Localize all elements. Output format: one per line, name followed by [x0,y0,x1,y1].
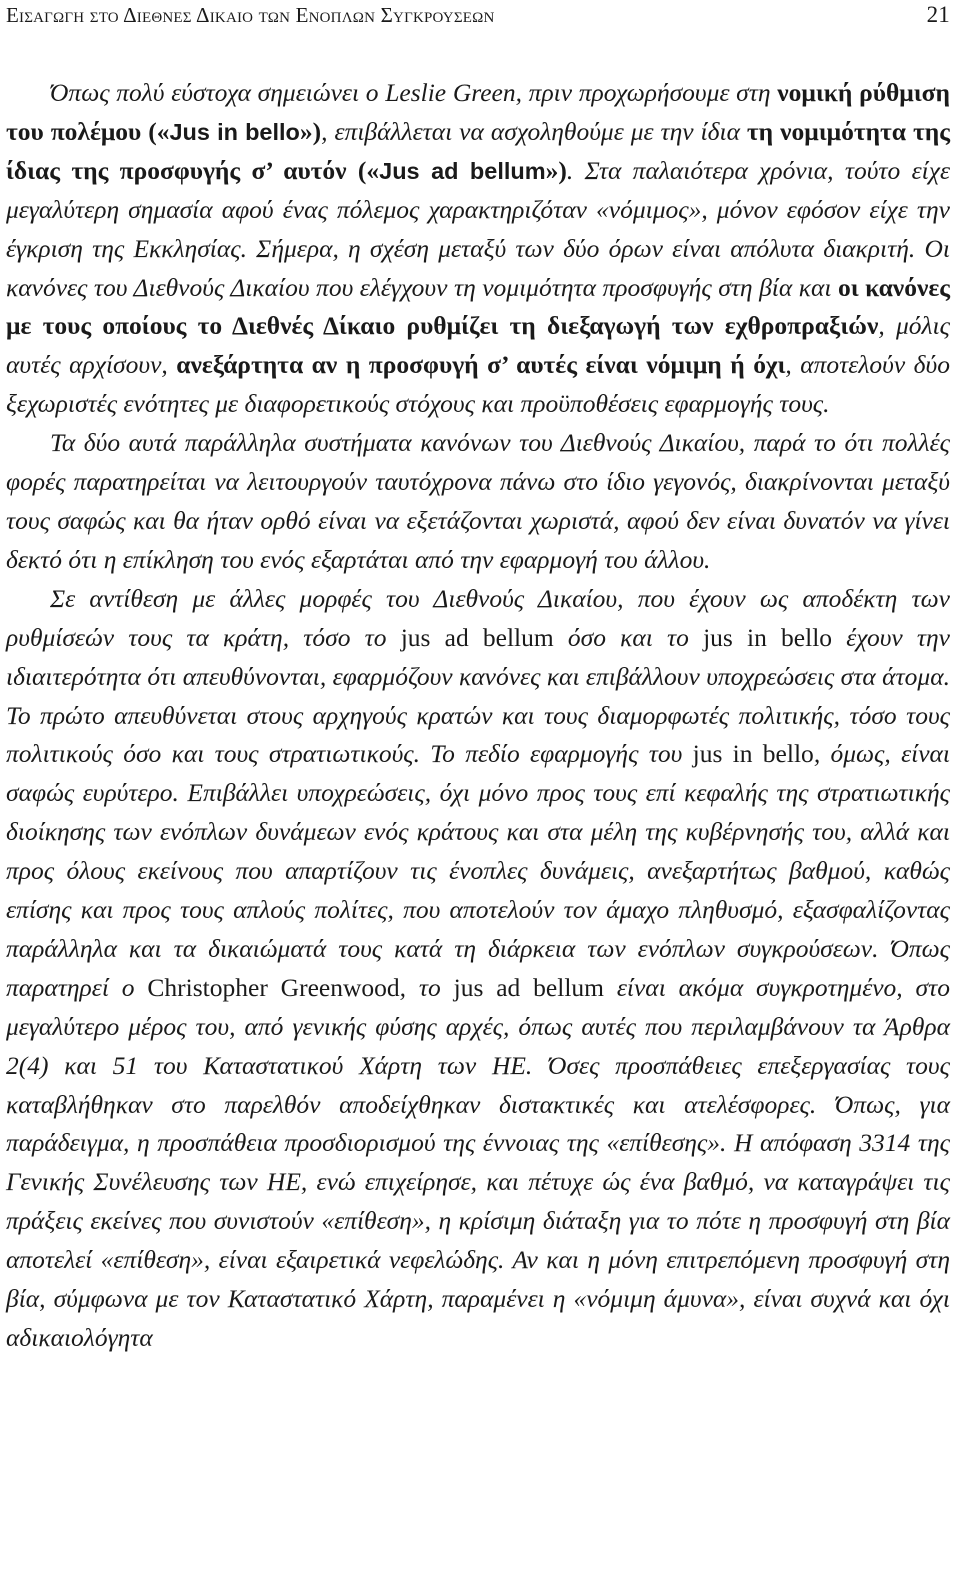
paragraph-1 [6,74,950,424]
paragraph-3 [6,580,950,1358]
text-run: Όπως πολύ εύστοχα σημειώνει ο Leslie Green, πριν προχωρήσουμε στη [50,78,778,107]
emphasis-run: τη νομιμότητα της ίδιας της προσφυγής σ’ αυτόν (« [6,116,950,185]
text-run: έχουν την ιδιαιτερότητα ότι απευθύνονται, εφαρμόζουν κανόνες και επιβάλλουν υποχρεώσεις στα άτομα. Το πρώτο απευθύνεται στους αρχηγούς κρατών και τους διαμορφωτές πολιτικής, τόσο τους πολιτικούς όσο και τους στρατιωτικούς. Το πεδίο εφαρμογής του [6,622,950,769]
text-run: όσο και το [553,622,704,652]
text-run: , μόλις αυτές αρχίσουν, [6,311,950,380]
page-number: 21 [926,2,950,27]
text-run: . Στα παλαιότερα χρόνια, τούτο είχε μεγαλύτερη σημασία αφού ένας πόλεμος χαρακτηριζόταν «νόμιμος», μόνον εφόσον είχε την έγκριση της Εκκλησίας. Σήμερα, η σχέση μεταξύ των δύο όρων είναι απόλυτα διακριτή. Οι κανόνες του Διεθνούς Δικαίου που ελέγχουν τη νομιμότητα προσφυγής στη βία και [6,155,950,302]
author-name: Christopher Greenwood [147,972,400,1002]
paragraph-2: Τα δύο αυτά παράλληλα συστήματα κανόνων του Διεθνούς Δικαίου, παρά το ότι πολλές φορές παρατηρείται να λειτουργούν ταυτόχρονα πάνω στο ίδιο γεγονός, διακρίνονται μεταξύ τους σαφώς και θα ήταν ορθό είναι να εξετάζονται χωριστά, αφού δεν είναι δυνατόν να γίνει δεκτό ότι η επίκληση του ενός εξαρτάται από την εφαρμογή του άλλου. [6,428,950,574]
emphasis-run: ») [299,116,322,146]
running-header [6,0,950,36]
text-run: , το [399,972,454,1002]
text-run: , επιβάλλεται να ασχοληθούμε με την ίδια [321,116,747,146]
body-text [6,74,950,1358]
emphasis-run: ανεξάρτητα αν η προσφυγή σ’ αυτές είναι νόμιμη ή όχι [176,350,786,380]
latin-term: Jus in bello [169,118,300,145]
latin-term: jus in bello [692,739,814,769]
latin-term: jus ad bellum [453,972,604,1002]
emphasis-run: νομική ρύθμιση του πολέμου (« [6,78,950,146]
latin-term: jus in bello [703,622,833,652]
latin-term: jus ad bellum [400,622,554,652]
emphasis-run: οι κανόνες με τους οποίους το Διεθνές Δίκαιο ρυθμίζει τη διεξαγωγή των εχθροπραξιών [6,272,950,341]
text-run: , αποτελούν δύο ξεχωριστές ενότητες με διαφορετικούς στόχους και προϋποθέσεις εφαρμογής τους. [6,350,950,419]
text-run: , όμως, είναι σαφώς ευρύτερο. Επιβάλλει υποχρεώσεις, όχι μόνο προς τους επί κεφαλής της στρατιωτικής διοίκησης των ενόπλων δυνάμεων ενός κράτους και στα μέλη της κυβέρνησής του, αλλά και προς όλους εκείνους που απαρτίζουν τις ένοπλες δυνάμεις, ανεξαρτήτως βαθμού, καθώς επίσης και προς τους απλούς πολίτες, που αποτελούν τον άμαχο πληθυσμό, εξασφαλίζοντας παράλληλα και τα δικαιώματά τους κατά τη διάρκεια των ενόπλων συγκρούσεων. Όπως παρατηρεί ο [6,739,950,1002]
emphasis-run: ») [545,155,567,185]
latin-term: Jus ad bellum [379,157,546,184]
running-title: Εισαγωγη στο Διεθνες Δικαιο των Ενοπλων Συγκρουσεων [6,3,495,27]
text-run: είναι ακόμα συγκροτημένο, στο μεγαλύτερο μέρος του, από γενικής φύσης αρχές, όπως αυτές που περιλαμβάνουν τα Άρθρα 2(4) και 51 του Καταστατικού Χάρτη των ΗΕ. Όσες προσπάθειες επεξεργασίας τους καταβλήθηκαν στο παρελθόν αποδείχθηκαν διστακτικές και ατελέσφορες. Όπως, για παράδειγμα, η προσπάθεια προσδιορισμού της έννοιας της «επίθεσης». Η απόφαση 3314 της Γενικής Συνέλευσης των ΗΕ, ενώ επιχείρησε, και πέτυχε ώς ένα βαθμό, να καταγράψει τις πράξεις εκείνες που συνιστούν «επίθεση», η κρίσιμη διάταξη για το πότε η προσφυγή στη βία αποτελεί «επίθεση», είναι εξαιρετικά νεφελώδης. Αν και η μόνη επιτρεπόμενη προσφυγή στη βία, σύμφωνα με τον Καταστατικό Χάρτη, παραμένει η «νόμιμη άμυνα», είναι συχνά και όχι αδικαιολόγητα [6,972,950,1352]
text-run: Σε αντίθεση με άλλες μορφές του Διεθνούς Δικαίου, που έχουν ως αποδέκτη των ρυθμίσεών τους τα κράτη, τόσο το [6,583,950,652]
